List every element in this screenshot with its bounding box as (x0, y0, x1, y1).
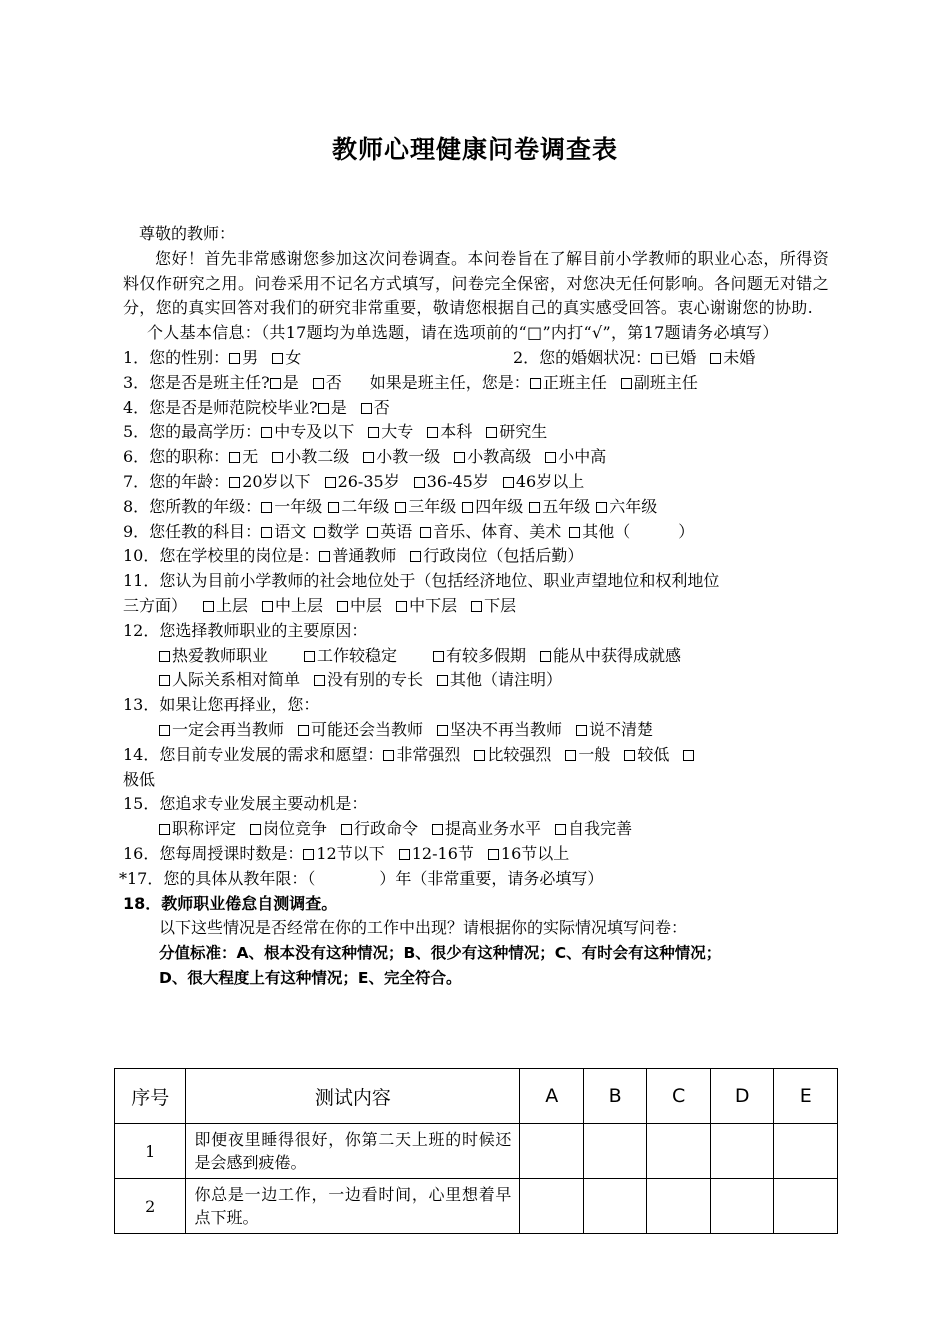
question-4-text: 4．您是否是师范院校毕业? (123, 397, 318, 417)
checkbox[interactable] (624, 750, 635, 761)
option-college[interactable]: 大专 (368, 420, 413, 445)
checkbox[interactable] (159, 824, 170, 835)
question-5-text: 5．您的最高学历： (123, 422, 262, 442)
row-content: 你总是一边工作，一边看时间，心里想着早点下班。 (186, 1179, 520, 1234)
question-10-text: 10．您在学校里的岗位是： (123, 546, 320, 566)
header-a: A (520, 1069, 584, 1124)
checkbox[interactable] (396, 601, 407, 612)
answer-cell-b[interactable] (583, 1179, 647, 1234)
option-age-4[interactable]: 46岁以上 (503, 470, 584, 495)
option-unmarried[interactable]: 未婚 (710, 346, 755, 371)
option-middle[interactable]: 中层 (337, 594, 382, 619)
option-improve-skills[interactable]: 提高业务水平 (432, 817, 541, 842)
answer-cell-a[interactable] (520, 1179, 584, 1234)
checkbox[interactable] (270, 378, 281, 389)
question-8 (123, 495, 829, 520)
option-grade-2[interactable]: 二年级 (328, 495, 389, 520)
checkbox[interactable] (298, 725, 309, 736)
checkbox[interactable] (341, 824, 352, 835)
option-never[interactable]: 坚决不再当教师 (437, 718, 562, 743)
question-1-2-row (123, 346, 829, 371)
question-12-options-1 (123, 644, 829, 669)
checkbox[interactable] (555, 824, 566, 835)
option-strong[interactable]: 比较强烈 (474, 743, 551, 768)
checkbox[interactable] (545, 452, 556, 463)
option-no-other-skill[interactable]: 没有别的专长 (314, 668, 423, 693)
checkbox[interactable] (229, 477, 240, 488)
option-competition[interactable]: 岗位竞争 (250, 817, 327, 842)
checkbox[interactable] (683, 750, 694, 761)
checkbox[interactable] (367, 527, 378, 538)
checkbox[interactable] (262, 601, 273, 612)
option-love-teaching[interactable]: 热爱教师职业 (159, 644, 268, 669)
question-12-options-2 (123, 668, 829, 693)
option-other-reason[interactable]: 其他（请注明） (437, 668, 562, 693)
question-7 (123, 470, 829, 495)
option-under-12[interactable]: 12节以下 (303, 842, 384, 867)
option-head-teacher[interactable]: 正班主任 (530, 371, 607, 396)
checkbox[interactable] (229, 353, 240, 364)
header-num: 序号 (115, 1069, 186, 1124)
checkbox[interactable] (420, 527, 431, 538)
checkbox[interactable] (530, 378, 541, 389)
option-other[interactable]: 其他（ ） (569, 520, 694, 545)
answer-cell-b[interactable] (583, 1124, 647, 1179)
option-vocational[interactable]: 中专及以下 (261, 420, 354, 445)
checkbox[interactable] (272, 452, 283, 463)
option-no[interactable]: 否 (313, 371, 342, 396)
checkbox[interactable] (437, 675, 448, 686)
table-row (115, 1179, 838, 1234)
header-d: D (710, 1069, 774, 1124)
row-content: 即便夜里睡得很好，你第二天上班的时候还是会感到疲倦。 (186, 1124, 520, 1179)
checkbox[interactable] (319, 551, 330, 562)
question-11-options (123, 594, 829, 619)
option-grade-5[interactable]: 五年级 (529, 495, 590, 520)
question-3-text: 3．您是否是班主任? (123, 372, 270, 392)
option-unsure[interactable]: 说不清楚 (576, 718, 653, 743)
checkbox[interactable] (272, 353, 283, 364)
checkbox[interactable] (399, 849, 410, 860)
option-holidays[interactable]: 有较多假期 (433, 644, 526, 669)
checkbox[interactable] (540, 651, 551, 662)
option-ordinary-teacher[interactable]: 普通教师 (319, 544, 396, 569)
option-level-1[interactable]: 小教一级 (363, 445, 440, 470)
checkbox[interactable] (414, 477, 425, 488)
option-stable-job[interactable]: 工作较稳定 (304, 644, 397, 669)
checkbox[interactable] (159, 725, 170, 736)
option-definitely[interactable]: 一定会再当教师 (159, 718, 284, 743)
question-3 (123, 371, 829, 396)
option-grade-1[interactable]: 一年级 (261, 495, 322, 520)
option-yes[interactable]: 是 (270, 371, 299, 396)
scoring-criteria-2: D、很大程度上有这种情况；E、完全符合。 (159, 968, 462, 987)
checkbox[interactable] (383, 750, 394, 761)
header-e: E (774, 1069, 838, 1124)
checkbox[interactable] (621, 378, 632, 389)
question-10 (123, 544, 829, 569)
question-2-text: 2．您的婚姻状况： (513, 347, 652, 367)
question-9-text: 9．您任教的科目： (123, 521, 262, 541)
checkbox[interactable] (474, 750, 485, 761)
checkbox[interactable] (325, 477, 336, 488)
checkbox[interactable] (395, 502, 406, 513)
option-lower[interactable]: 下层 (471, 594, 516, 619)
checkbox[interactable] (503, 477, 514, 488)
answer-cell-d[interactable] (710, 1179, 774, 1234)
checkbox[interactable] (303, 849, 314, 860)
checkbox[interactable] (261, 502, 272, 513)
option-math[interactable]: 数学 (314, 520, 359, 545)
checkbox[interactable] (314, 527, 325, 538)
checkbox[interactable] (710, 353, 721, 364)
question-13-options (123, 718, 829, 743)
scoring-criteria-1: 分值标准：A、根本没有这种情况；B、很少有这种情况；C、有时会有这种情况； (159, 944, 722, 963)
checkbox[interactable] (304, 651, 315, 662)
checkbox[interactable] (313, 378, 324, 389)
option-admin-order[interactable]: 行政命令 (341, 817, 418, 842)
question-9 (123, 520, 829, 545)
checkbox[interactable] (462, 502, 473, 513)
option-graduate[interactable]: 研究生 (486, 420, 547, 445)
checkbox[interactable] (368, 427, 379, 438)
question-3-follow: 如果是班主任，您是： (369, 372, 530, 392)
answer-cell-c[interactable] (647, 1179, 711, 1234)
table-header-row (115, 1069, 838, 1124)
question-11-text: 11．您认为目前小学教师的社会地位处于（包括经济地位、职业声望地位和权利地位 (123, 571, 720, 591)
option-deputy-head-teacher[interactable]: 副班主任 (621, 371, 698, 396)
option-age-2[interactable]: 26-35岁 (325, 470, 400, 495)
header-content: 测试内容 (186, 1069, 520, 1124)
answer-cell-d[interactable] (710, 1124, 774, 1179)
answer-cell-e[interactable] (774, 1124, 838, 1179)
checkbox[interactable] (433, 651, 444, 662)
checkbox[interactable] (471, 601, 482, 612)
option-achievement[interactable]: 能从中获得成就感 (540, 644, 681, 669)
question-16-text: 16．您每周授课时数是： (123, 843, 304, 863)
question-6 (123, 445, 829, 470)
question-5 (123, 420, 829, 445)
checkbox[interactable] (328, 502, 339, 513)
question-15-text: 15．您追求专业发展主要动机是： (123, 794, 368, 814)
option-self-improvement[interactable]: 自我完善 (555, 817, 632, 842)
checkbox[interactable] (569, 527, 580, 538)
option-yes[interactable]: 是 (318, 396, 347, 421)
option-grade-3[interactable]: 三年级 (395, 495, 456, 520)
option-maybe[interactable]: 可能还会当教师 (298, 718, 423, 743)
checkbox[interactable] (576, 725, 587, 736)
checkbox[interactable] (229, 452, 240, 463)
table-row (115, 1124, 838, 1179)
question-14-text: 14．您目前专业发展的需求和愿望： (123, 744, 384, 764)
basic-info-instruction: 个人基本信息：（共17题均为单选题，请在选项前的“□”内打“√”，第17题请务必填写） (147, 323, 779, 343)
answer-cell-a[interactable] (520, 1124, 584, 1179)
burnout-table (114, 1068, 838, 1234)
option-over-16[interactable]: 16节以上 (488, 842, 569, 867)
checkbox[interactable] (361, 403, 372, 414)
question-12-text: 12．您选择教师职业的主要原因： (123, 620, 368, 640)
question-16 (123, 842, 829, 867)
question-1-text: 1．您的性别： (123, 347, 230, 367)
question-7-text: 7．您的年龄： (123, 471, 230, 491)
option-middle-senior[interactable]: 小中高 (545, 445, 606, 470)
option-upper-middle[interactable]: 中上层 (262, 594, 323, 619)
checkbox[interactable] (159, 675, 170, 686)
question-6-text: 6．您的职称： (123, 447, 230, 467)
question-15-options (123, 817, 829, 842)
option-simple-relations[interactable]: 人际关系相对简单 (159, 668, 300, 693)
option-title-evaluation[interactable]: 职称评定 (159, 817, 236, 842)
checkbox[interactable] (318, 403, 329, 414)
checkbox[interactable] (596, 502, 607, 513)
checkbox[interactable] (314, 675, 325, 686)
option-no[interactable]: 否 (361, 396, 390, 421)
option-grade-4[interactable]: 四年级 (462, 495, 523, 520)
option-chinese[interactable]: 语文 (261, 520, 306, 545)
checkbox[interactable] (159, 651, 170, 662)
option-very-strong[interactable]: 非常强烈 (383, 743, 460, 768)
checkbox[interactable] (437, 725, 448, 736)
header-b: B (583, 1069, 647, 1124)
checkbox[interactable] (363, 452, 374, 463)
option-lower-middle[interactable]: 中下层 (396, 594, 457, 619)
checkbox[interactable] (651, 353, 662, 364)
option-upper[interactable]: 上层 (203, 594, 248, 619)
option-male[interactable]: 男 (229, 346, 258, 371)
answer-cell-e[interactable] (774, 1179, 838, 1234)
question-11-text-2: 三方面） (123, 595, 188, 615)
option-bachelor[interactable]: 本科 (427, 420, 472, 445)
question-18: 18．教师职业倦怠自测调查。 (123, 893, 338, 913)
questionnaire-body (119, 222, 829, 991)
checkbox[interactable] (529, 502, 540, 513)
question-8-text: 8．您所教的年级： (123, 496, 262, 516)
question-13-text: 13．如果让您再择业，您： (123, 695, 320, 715)
page-title: 教师心理健康问卷调查表 (331, 135, 618, 164)
option-senior[interactable]: 小教高级 (454, 445, 531, 470)
answer-cell-c[interactable] (647, 1124, 711, 1179)
question-14 (123, 743, 829, 768)
row-num: 2 (115, 1179, 186, 1234)
checkbox[interactable] (432, 824, 443, 835)
checkbox[interactable] (565, 750, 576, 761)
question-4 (123, 396, 829, 421)
intro-paragraph: 您好！首先非常感谢您参加这次问卷调查。本问卷旨在了解目前小学教师的职业心态，所得资料仅作研究之用。问卷采用不记名方式填写，问卷完全保密，对您决无任何影响。各问题无对错之分，您的真实回答对我们的研究非常重要，敬请您根据自己的真实感受回答。衷心谢谢您的协助. (123, 248, 829, 318)
option-arts[interactable]: 音乐、体育、美术 (420, 520, 561, 545)
option-low[interactable]: 较低 (624, 743, 669, 768)
option-very-low: 极低 (123, 769, 156, 789)
option-average[interactable]: 一般 (565, 743, 610, 768)
checkbox[interactable] (337, 601, 348, 612)
option-admin[interactable]: 行政岗位（包括后勤） (410, 544, 583, 569)
checkbox[interactable] (410, 551, 421, 562)
checkbox[interactable] (427, 427, 438, 438)
checkbox[interactable] (250, 824, 261, 835)
header-c: C (647, 1069, 711, 1124)
checkbox[interactable] (203, 601, 214, 612)
checkbox[interactable] (261, 427, 272, 438)
checkbox[interactable] (261, 527, 272, 538)
question-18-intro: 以下这些情况是否经常在你的工作中出现？请根据你的实际情况填写问卷： (159, 918, 688, 938)
option-grade-6[interactable]: 六年级 (596, 495, 657, 520)
greeting: 尊敬的教师： (139, 224, 236, 243)
option-female[interactable]: 女 (272, 346, 301, 371)
option-age-1[interactable]: 20岁以下 (229, 470, 310, 495)
option-age-3[interactable]: 36-45岁 (414, 470, 489, 495)
question-17: *17．您的具体从教年限：（ ）年（非常重要，请务必填写） (119, 868, 604, 888)
option-level-2[interactable]: 小教二级 (272, 445, 349, 470)
option-12-16[interactable]: 12-16节 (399, 842, 474, 867)
option-none[interactable]: 无 (229, 445, 258, 470)
row-num: 1 (115, 1124, 186, 1179)
option-married[interactable]: 已婚 (651, 346, 696, 371)
option-english[interactable]: 英语 (367, 520, 412, 545)
question-2 (513, 346, 755, 371)
checkbox[interactable] (454, 452, 465, 463)
checkbox[interactable] (488, 849, 499, 860)
checkbox[interactable] (486, 427, 497, 438)
